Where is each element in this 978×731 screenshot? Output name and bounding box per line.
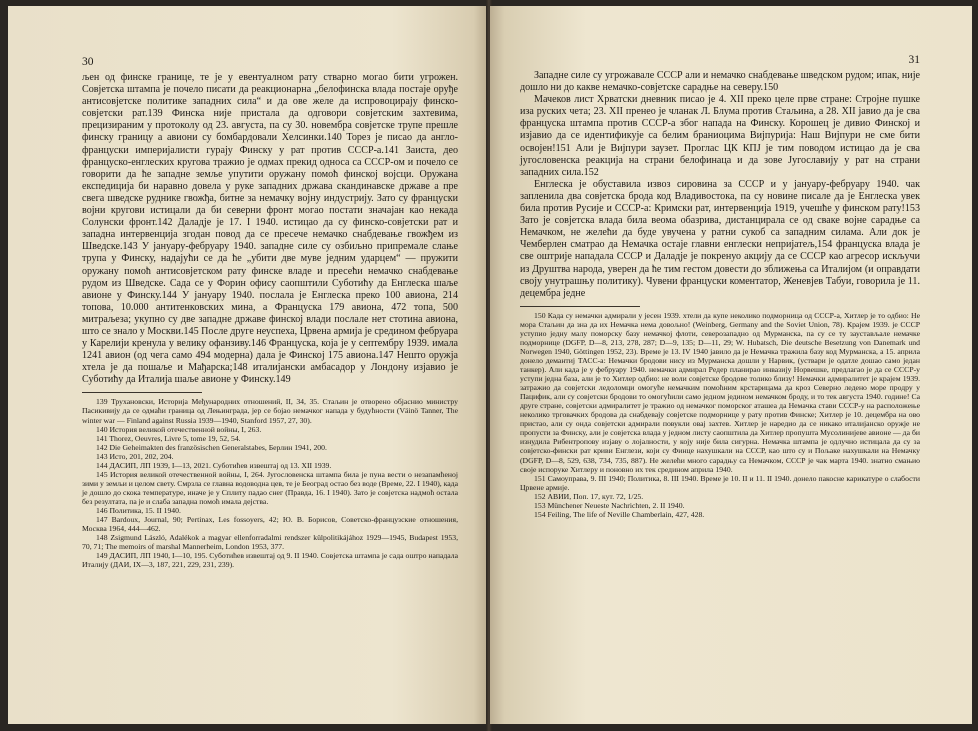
footnote: 143 Исто, 201, 202, 204.	[96, 451, 174, 461]
footnote: 139 Трухановски, Историја Међународних отношений, II, 34, 35. Стаљин је отворено објаснио министру Пасикивију да се одмаћи граница од Лењинграда, јер се бојао немачког напада у будућности (Väinö Tanner, The winter war — Finland against Russia 1939—1940, Stanford 1957, 27, 30).	[82, 397, 458, 425]
footnote: 142 Die Geheimakten des französischen Generalstabes, Берлин 1941, 200.	[96, 442, 327, 452]
footnote: 140 История великой отечественной войны, I, 263.	[96, 424, 262, 434]
footnote: 145 История великой отечественной войны, I, 264. Југословенска штампа била је пуна вести о незапамћеној зими у земљи и целом свету. Смрзла се главна водоводна цев, те је Београд остао без воде (Време, 22. I 1940), када је дошло до скока температуре, иначе је у Сплиту падао снег (Правда, 16. I 1940). Зато је совјетска надмоћ остала без резултата, па је и слаба западна помоћ имала дејства.	[82, 469, 458, 506]
footnote: 154 Feiling, The life of Neville Chamberlain, 427, 428.	[534, 509, 705, 519]
left-page	[8, 6, 488, 724]
footnote-rule	[520, 306, 640, 307]
footnote: 149 ДАСИП, ЛП 1940, I—10, 195. Суботићев извештај од 9. II 1940. Совјетска штампа је сада оштро нападала Италију (ДАИ, IX—3, 187, 221, 229, 231, 239).	[82, 551, 458, 570]
page-number: 31	[908, 54, 920, 66]
footnote: 152 АВИИ, Поп. 17, кут. 72, 1/25.	[534, 491, 644, 501]
right-page	[490, 6, 972, 724]
body-paragraph: Западне силе су угрожавале СССР али и немачко снабдевање шведском рудом; ипак, није дошло ни до какве немачко-совјетске сарадње на северу.150	[520, 70, 920, 94]
body-paragraph: љен од финске границе, те је у евентуалном рату стварно могао бити угрожен. Совјетска штампа је почело писати да реакционарна „белофинска влада постаје оруђе антисовјетске политике западних сила“ и да ове желе да испровоцирају финско-совјетски рат.139 Финска није пристала да одговори совјетским захтевима, прецизираним у протоколу од 23. августа, па су 30. новембра совјетске трупе прешле финску границу а авиони су бомбардовали Хелсинки.140 Торез је писао да англо-француски империјалисти гурају Финску у рат против СССР-а.141 Заиста, део француско-енглеских кругова тражио је одмах прекид односа са СССР-ом и почело се говорити да ће западне земље упутити оружану помоћ финској војсци. Оружана експедиција би наравно довела у руке западних држава скандинавске државе а пре свега шведске руднике гвожђа, битне за немачку војну индустрију. Зато су француски војни кругови истицали да би северни фронт могао постати значајан као некада Солунски фронт.142 Даладје је 17. I 1940. истицао да су финско-совјетски рат и западна интервенција згодан повод да се пресече немачко снабдевање гвожђем из Шведске.143 У јануару-фебруару 1940. западне силе су озбиљно припремале слање трупа у Финску, надајући се да ће „убити две муве једним ударцем“ — пружити оружану помоћ антисовјетском рату финске владе и пресећи немачко снабдевање рудом из Шведске. Сада се у Форин офису саопштили Суботићу да Енглеска шаље авионе у Финску.144 У јануару 1940. послала је Енглеска преко 100 авиона, 214 топова, 10.000 антитенковских мина, а Француска 179 авиона, 472 топа, 500 митраљеза; укупно су две западне државе финској влади послале нет стотина авиона, што се знало у Москви.145 После друге неуспеха, Црвена армија је средином фебруара у Карелији кренула у велику офанзиву.146 Француска, која је у септембру 1939. имала 1241 авион (од чега само 494 модерна) дала је Финској 175 авиона.147 Нешто оружја хтела је да пошаље и Мађарска;148 италијански амбасадор у Лондону изјавио је Суботићу да Италија шаље авионе у Финску.149	[82, 72, 458, 386]
footnote: 148 Zsigmund László, Adalékok a magyar ellenforradalmi rendszer külpolitikájához 1929—1945, Budapest 1953, 70, 71; The memoirs of marshal Mannerheim, London 1953, 377.	[82, 533, 458, 552]
page-number: 30	[82, 56, 94, 68]
footnote-rule	[82, 392, 202, 393]
footnote: 141 Thorez, Oeuvres, Livre 5, tome 19, 52, 54.	[96, 433, 241, 443]
footnote: 150 Када су немачки адмирали у јесен 1939. хтели да купе неколико подморница од СССР-а, Хитлер је то одбио: Не мора Стаљин да зна да их Немачка нема довољно! (Weinberg, Germany and the Soviet Union, 78). Крајем 1939. је СССР уступио једну малу поморску базу немачкој флоти, северозападно од Мурманска, па су се ту заустављале немачке подморнице (DGFP, D—8, 213, 278, 287; D—9, 135; D—11, 29; W. Hubatsch, Die deutsche Besetzung von Danemark und Norwegen 1940, Göttingen 1952, 23). Време је 13. IV 1940 јавило да је Немачка тражила базу код Мурманска, а 15. априла донело демантиј ТАСС-а: Немачки бродови нису из Мурманска дошли у Нарвик, (уствари је одатле дошао само један танкер). Али када је у фебруару 1940. немачки адмирал Редер планирао инвазију Норвешке, предлагао је да се СССР-у уступи једна база, али је то Хитлер одбио: не воли совјетске бродове толико близу! Немачки адмиралитет је крајем 1939. затражио да совјетски ледоломци омогуће немачким помоћним крстарицама да кроз Северно ледено море продру у Пацифик, али су совјетски бродови то омогућили само једном једином немачком броду, и то тек августа 1940. године! Са друге стране, совјетски адмиралитет је тражио од немачког поморског аташеа да Немачка стави СССР-у на расположење неколико трговачких бродова да снабдевају совјетске подморнице у рату против Финске; Хитлер је 10. децембра на ово пристао, али су онда совјетски адмирали повукли овај захтев. Хитлер је наредио да се никако италијанско оружје не пропусти за Финску, али је совјетска влада у једном листу саопштила да Хитлер пропушта Мусолинијеве авионе — да би изнудила Рибентропову изјаву о лојалности, у коју није била сигурна. Немачка штампа је одлучно истицала да су за совјетско-фински рат криви Енглези, који су Финце нахушкали на СССР, као што су и Пољаке нахушкали на Немачку (DGFP, D—8, 529, 638, 734, 735, 887). Не желећи много сарадњу са Немачком, СССР је чак марта 1940. знатно смањио своје испоруке Хитлеру и поновно их тек средином априла 1940.	[520, 310, 920, 474]
footnote: 147 Bardoux, Journal, 90; Pertinax, Les fossoyers, 42; Ю. В. Борисов, Советско-французские отношения, Москва 1964, 444—462.	[82, 515, 458, 534]
body-paragraph: Мачеков лист Хрватски дневник писао је 4. XII преко целе прве стране: Стројне пушке иза руских чета; 23. XII пренео је чланак Л. Блума против Стаљина, а 28. XII јавио да је сва француска штампа против СССР-а због напада на Финску. Корошец је дивио Финској и изјавио да се идентификује са белим браниоцима Вијпурија: Наш Вијпури не сме бити освојен!151 Али је Вијпури заузет. Проглас ЦК КПЈ је тим поводом истицао да је сва југословенска реакција на страни белофинаца и да зове Југославију у рат на страни западних сила.152	[520, 94, 920, 178]
footnote: 144 ДАСИП, ЛП 1939, I—13, 2021. Суботићев извештај од 13. XII 1939.	[96, 460, 332, 470]
footnote: 151 Самоуправа, 9. III 1940; Политика, 8. III 1940. Време је 10. II и 11. II 1940. донело пакосне карикатуре о слабости Црвене армије.	[520, 473, 920, 492]
footnote: 146 Политика, 15. II 1940.	[96, 506, 181, 515]
body-paragraph: Енглеска је обуставила извоз сировина за СССР и у јануару-фебруару 1940. чак запленила два совјетска брода код Владивостока, па су новине писале да је Енглеска увек била против Русије и СССР-а: Кримски рат, интервенција 1919, учешће у финском рату!153 Зато је совјетска влада била веома обазрива, дистанцирала се од сваке војне сарадње са Немачком, не желећи да буде увучена у ратни сукоб са западним силама. Али док је Чемберлен сматрао да Немачка остаје главни енглески непријатељ,154 француска влада је све оштрије нападала СССР и Даладје је покренуо акцију да се СССР као агресор искључи из Друштва народа, уверен да ће тим гестом довести до зближења са Италијом (и оправдати своју унутрашњу политику). Чувени француски коментатор, Женевјев Табуи, говорила је 11. децембра једне	[520, 178, 920, 299]
footnote: 153 Münchener Neueste Nachrichten, 2. II 1940.	[534, 500, 685, 510]
